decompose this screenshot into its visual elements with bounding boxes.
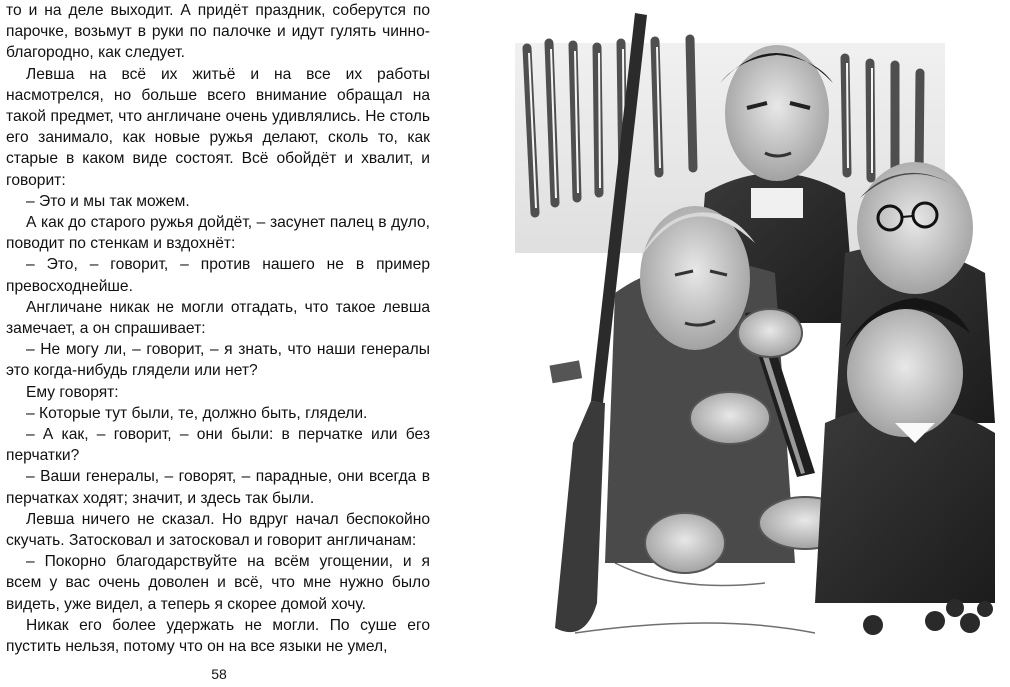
paragraph: Левша ничего не сказал. Но вдруг начал беспокойно скучать. Затосковал и затосковал и говорит англичанам: — [6, 510, 430, 550]
page-number: 58 — [211, 666, 227, 682]
paragraph: Англичане никак не могли отгадать, что такое левша замечает, а он спрашивает: — [6, 298, 430, 338]
paragraph: А как до старого ружья дойдёт, – засунет палец в дуло, поводит по стенкам и вздохнёт: — [6, 214, 430, 253]
paragraph: – Не могу ли, – говорит, – я знать, что наши генералы это когда-нибудь глядели или нет? — [6, 341, 430, 380]
paragraph: Никак его более удержать не могли. По суше его пустить нельзя, потому что он на все языки не умел, — [6, 616, 430, 656]
text-column — [6, 0, 430, 657]
paragraph: – Это, – говорит, – против нашего не в пример превосходнейше. — [6, 256, 430, 295]
illustration — [515, 3, 1005, 643]
paragraph: то и на деле выходит. А придёт праздник, соберутся по парочке, возьмут в руки по палочке и идут гулять чинно-благородно, как следует. — [6, 2, 430, 62]
paragraph: – Покорно благодарствуйте на всём угощении, и я всем у вас очень доволен и всё, что мне нужно было видеть, уже видел, а теперь я скорее домой хочу. — [6, 553, 430, 613]
paragraph: – Это и мы так можем. — [26, 192, 190, 210]
paragraph: – Ваши генералы, – говорят, – парадные, они всегда в перчатках ходят; значит, и здесь так были. — [6, 468, 430, 507]
paragraph: Левша на всё их житьё и на все их работы насмотрелся, но больше всего внимание обращал на такой предмет, что англичане очень удивлялись. Не столь его занимало, как новые ружья делают, сколь то, как старые в каком виде состоят. Всё обойдёт и хвалит, и говорит: — [6, 65, 430, 189]
cannonballs-icon — [863, 599, 993, 635]
paragraph: Ему говорят: — [26, 383, 119, 401]
paragraph: – Которые тут были, те, должно быть, глядели. — [26, 404, 368, 422]
paragraph: – А как, – говорит, – они были: в перчатке или без перчатки? — [6, 426, 430, 465]
